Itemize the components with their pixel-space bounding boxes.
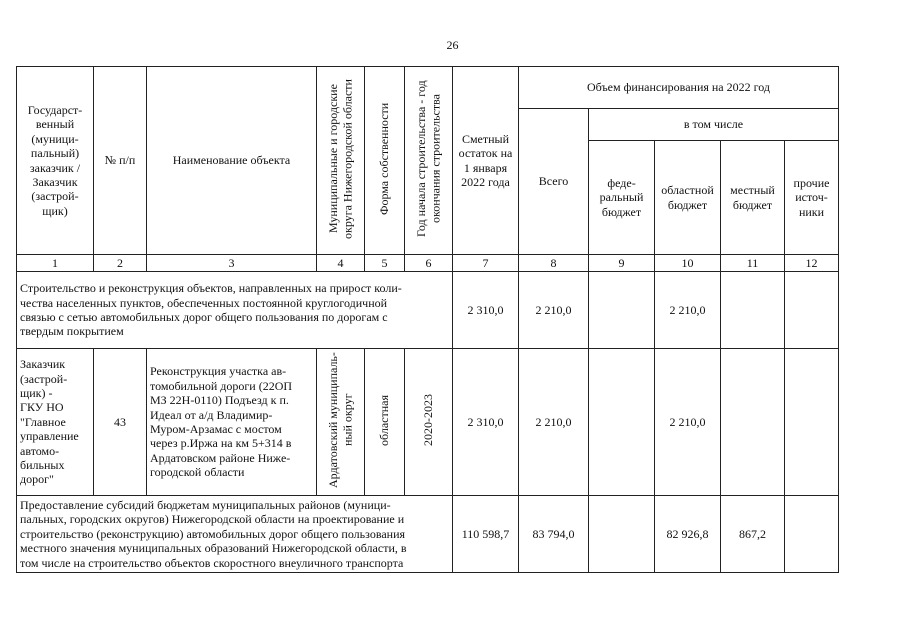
object-ownership: областная [365, 349, 405, 496]
column-number: 4 [317, 255, 365, 272]
object-regional: 2 210,0 [655, 349, 721, 496]
object-customer: Заказчик (застрой- щик) - ГКУ НО "Главное управление автомо- бильных дорог" [17, 349, 94, 496]
section-other [785, 496, 839, 573]
section-estimate: 110 598,7 [453, 496, 519, 573]
header-other: прочие источ- ники [785, 141, 839, 255]
header-ownership: Форма собственности [365, 67, 405, 255]
column-number-row [17, 255, 839, 272]
column-number: 1 [17, 255, 94, 272]
section-local [721, 272, 785, 349]
object-local [721, 349, 785, 496]
column-number: 10 [655, 255, 721, 272]
header-including: в том числе [589, 109, 839, 141]
header-object-name: Наименование объекта [147, 67, 317, 255]
header-total: Всего [519, 109, 589, 255]
section-row-subsidies [17, 496, 839, 573]
column-number: 12 [785, 255, 839, 272]
header-regional: областной бюджет [655, 141, 721, 255]
section-estimate: 2 310,0 [453, 272, 519, 349]
header-federal: феде- ральный бюджет [589, 141, 655, 255]
column-number: 7 [453, 255, 519, 272]
column-number: 5 [365, 255, 405, 272]
section-other [785, 272, 839, 349]
page-number: 26 [446, 38, 459, 52]
header-local: местный бюджет [721, 141, 785, 255]
section-title: Строительство и реконструкция объектов, направленных на прирост коли- чества населенных пунктов, обеспеченных постоянной круглогодичной связью с сетью автомобильных дорог общего пользования по дорогам с твердым покрытием [17, 272, 453, 349]
column-number: 6 [405, 255, 453, 272]
header-number: № п/п [94, 67, 147, 255]
header-estimate: Сметный остаток на 1 января 2022 года [453, 67, 519, 255]
object-total: 2 210,0 [519, 349, 589, 496]
header-district: Муниципальные и городские округа Нижегородской области [317, 67, 365, 255]
column-number: 11 [721, 255, 785, 272]
column-number: 8 [519, 255, 589, 272]
section-title: Предоставление субсидий бюджетам муниципальных районов (муници- пальных, городских округов) Нижегородской области на проектирование и строительство (реконструкцию) автомобильных дорог общего пользования местного значения муниципальных образований Нижегородской области, в том числе на строительство объектов скоростного внеуличного транспорта [17, 496, 453, 573]
object-estimate: 2 310,0 [453, 349, 519, 496]
column-number: 2 [94, 255, 147, 272]
header-customer: Государст- венный (муници- пальный) заказчик / Заказчик (застрой- щик) [17, 67, 94, 255]
section-regional: 82 926,8 [655, 496, 721, 573]
section-local: 867,2 [721, 496, 785, 573]
object-number: 43 [94, 349, 147, 496]
financing-table [16, 66, 839, 573]
object-district: Ардатовский муниципаль- ный округ [317, 349, 365, 496]
section-total: 83 794,0 [519, 496, 589, 573]
column-number: 9 [589, 255, 655, 272]
header-financing: Объем финансирования на 2022 год [519, 67, 839, 109]
section-federal [589, 496, 655, 573]
object-row [17, 349, 839, 496]
section-regional: 2 210,0 [655, 272, 721, 349]
object-federal [589, 349, 655, 496]
section-row-roads [17, 272, 839, 349]
section-total: 2 210,0 [519, 272, 589, 349]
section-federal [589, 272, 655, 349]
object-name: Реконструкция участка ав- томобильной дороги (22ОП МЗ 22Н-0110) Подъезд к п. Идеал от а/д Владимир- Муром-Арзамас с мостом через р.Иржа на км 5+314 в Ардатовском районе Ниже- городской области [147, 349, 317, 496]
object-other [785, 349, 839, 496]
column-number: 3 [147, 255, 317, 272]
object-years: 2020-2023 [405, 349, 453, 496]
header-years: Год начала строительства - год окончания строительства [405, 67, 453, 255]
